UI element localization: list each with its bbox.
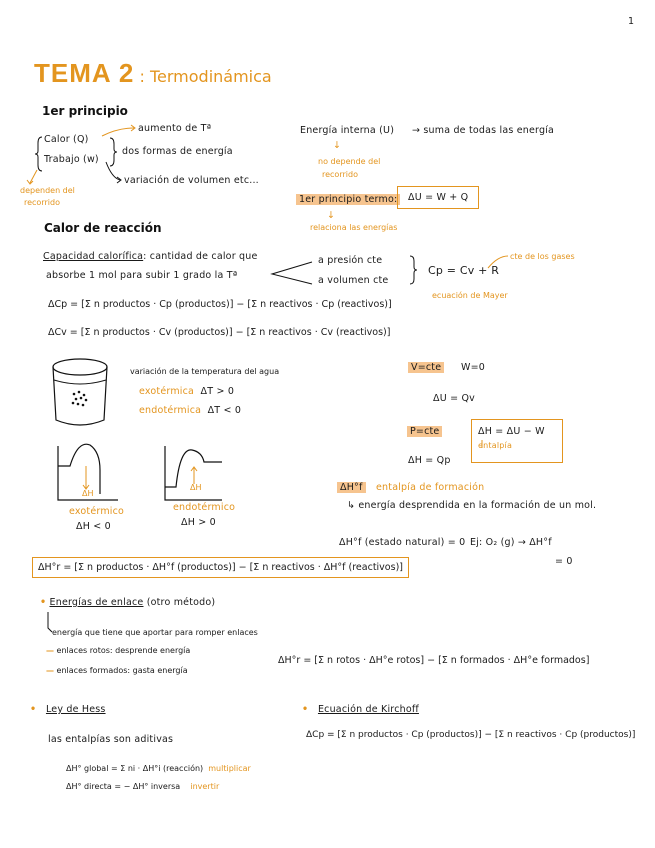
exo-graph [58,444,118,500]
endo-graph-dh: ΔH [190,483,202,492]
capacidad-def2: absorbe 1 mol para subir 1 grado la Tª [46,270,238,281]
termo-label-text: 1er principio termo: [296,194,400,205]
bond-equation: ΔH°r = [Σ n rotos · ΔH°e rotos] − [Σ n formados · ΔH°e formados] [278,655,590,666]
dh-equation: ΔH = ΔU − W [478,426,545,437]
variacion-text: variación de volumen etc... [124,175,259,186]
cte-gases-text: cte de los gases [510,252,575,261]
hess-global: ΔH° global = Σ ni · ΔH°i (reacción) [66,764,204,773]
title-colon: : [139,67,145,86]
capacidad-def1: : cantidad de calor que [143,251,258,262]
exotermica-condition: ΔT > 0 [200,386,235,397]
bond-title: Energías de enlace [49,597,144,608]
p-cte-text: P=cte [407,426,442,437]
hess-directa: ΔH° directa = − ΔH° inversa [66,782,181,791]
first-principle-heading: 1er principio [42,104,128,118]
du-qv-text: ΔU = Qv [433,393,475,404]
no-depende-text: no depende del [318,157,381,166]
endo-graph [165,446,222,500]
angle-bracket [272,262,312,284]
endotermica-condition: ΔT < 0 [207,405,242,416]
mayer-label: ecuación de Mayer [432,291,508,300]
reaction-heat-heading: Calor de reacción [44,221,162,235]
formation-description: ↳ energía desprendida en la formación de un mol. [347,500,597,511]
beaker-drawing [53,359,107,425]
exo-graph-label: exotérmico [69,506,125,517]
calor-label: Calor (Q) [44,134,89,145]
arrow-aumento [102,128,134,136]
kirchoff-bullet: • [302,704,309,715]
w-zero-text: W=0 [461,362,485,373]
volumen-cte-text: a volumen cte [318,275,389,286]
cp-brace [410,256,417,284]
termo-equation-box: ΔU = W + Q [397,186,479,209]
endotermica-label: endotérmica [139,405,202,416]
hess-multiplicar: multiplicar [208,764,251,773]
presion-cte-text: a presión cte [318,255,383,266]
formation-symbol-text: ΔH°f [337,482,366,493]
bond-definition: energía que tiene que aportar para romper enlaces [52,628,258,637]
aumento-text: aumento de Tª [138,123,212,134]
bond-bullet: • [40,597,47,608]
bond-formados-dash: — [46,666,54,675]
hess-description: las entalpías son aditivas [48,734,174,745]
dh-qp-text: ΔH = Qp [408,455,451,466]
exotermica-label: exotérmica [139,386,195,397]
hess-bullet: • [30,704,37,715]
recorrido-text: recorrido [24,198,60,207]
page-number: 1 [628,16,635,27]
exo-graph-dh: ΔH [82,489,94,498]
arrow-bond-def [48,612,52,632]
relaciona-arrow-icon: ↓ [327,210,336,221]
dos-formas-text: dos formas de energía [122,146,233,157]
title-topic: Termodinámica [149,67,272,86]
hess-title: Ley de Hess [45,704,106,715]
kirchoff-title: Ecuación de Kirchoff [317,704,419,715]
left-brace [35,137,42,171]
suma-text: → suma de todas las energía [412,125,555,136]
mayer-equation: Cp = Cv + R [428,264,500,277]
delta-cv-equation: ΔCv = [Σ n productos · Cv (productos)] − [Σ n reactivos · Cv (reactivos)] [48,327,391,338]
formation-example: Ej: O₂ (g) → ΔH°f [470,537,552,548]
trabajo-label: Trabajo (w) [44,154,99,165]
no-depende-recorrido-text: recorrido [322,170,358,179]
capacidad-term: Capacidad calorífica [43,251,144,262]
right-brace [110,138,117,166]
v-cte-text: V=cte [408,362,444,373]
down-arrow-icon: ↓ [333,140,342,151]
reaction-enthalpy-box: ΔH°r = [Σ n productos · ΔH°f (productos)] − [Σ n reactivos · ΔH°f (reactivos)] [32,557,409,578]
entalpia-label: entalpía [478,441,513,450]
bond-rotos-text: enlaces rotos: desprende energía [56,646,191,655]
dependen-text: dependen del [20,186,75,195]
formation-example-zero: = 0 [555,556,573,567]
relaciona-text: relaciona las energías [310,223,398,232]
endo-graph-condition: ΔH > 0 [181,517,216,528]
hess-invertir: invertir [190,782,220,791]
title-tema: TEMA 2 [34,58,135,88]
delta-cp-equation: ΔCp = [Σ n productos · Cp (productos)] − [Σ n reactivos · Cp (reactivos)] [48,299,392,310]
water-variation-text: variación de la temperatura del agua [130,367,280,376]
bond-rotos-dash: — [46,646,54,655]
formation-label: entalpía de formación [376,482,485,493]
bond-other-method: (otro método) [146,597,216,608]
bond-formados-text: enlaces formados: gasta energía [56,666,188,675]
arrow-cte-gases [488,256,508,268]
energia-interna-text: Energía interna (U) [300,125,395,136]
kirchoff-equation: ΔCp = [Σ n productos · Cp (productos)] − [Σ n reactivos · Cp (productos)] [306,730,636,740]
endo-graph-label: endotérmico [173,502,236,513]
exo-graph-condition: ΔH < 0 [76,521,111,532]
arrow-dependen [30,170,37,183]
formation-natural: ΔH°f (estado natural) = 0 [339,537,466,548]
